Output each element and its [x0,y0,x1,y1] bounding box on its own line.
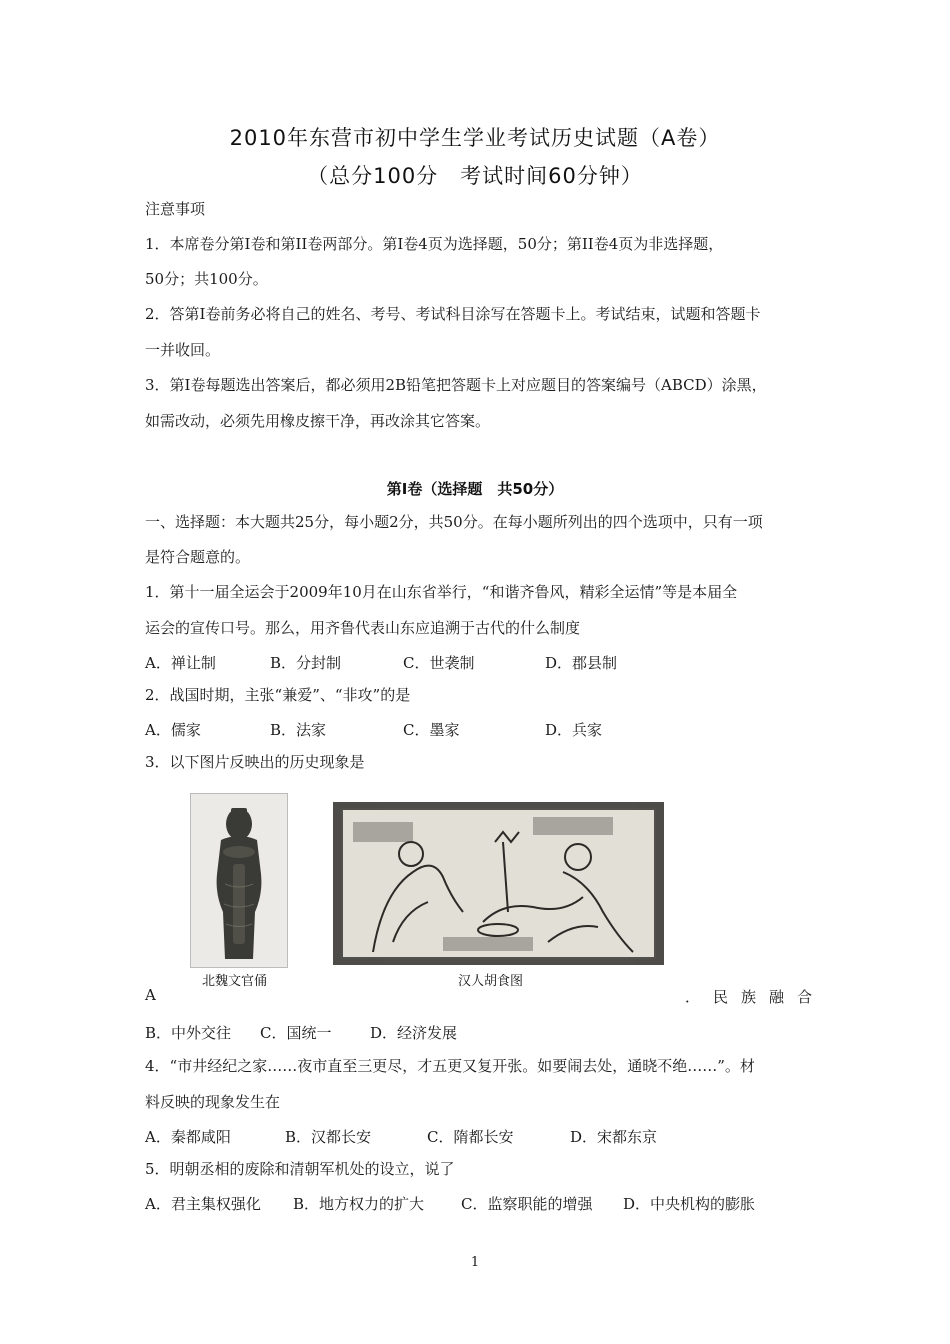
q5-option-b: B．地方权力的扩大 [293,1195,425,1213]
section-instructions: 是符合题意的。 [145,548,251,566]
q4-option-a: A．秦都咸阳 [145,1128,231,1146]
notes-line: 1．本席卷分第Ⅰ卷和第II卷两部分。第Ⅰ卷4页为选择题，50分；第II卷4页为非选择题， [145,235,724,253]
q2-option-d: D．兵家 [545,721,603,739]
notes-line: 2．答第Ⅰ卷前务必将自己的姓名、考号、考试科目涂写在答题卡上。考试结束，试题和答题卡 [145,305,761,323]
page-number: 1 [470,1255,480,1270]
figure-caption-mural: 汉人胡食图 [458,974,524,989]
q5-option-a: A．君主集权强化 [145,1195,261,1213]
q3-option-a-text: ．民族融合 [685,988,826,1006]
q4-option-b: B．汉都长安 [285,1128,372,1146]
q5-option-d: D．中央机构的膨胀 [623,1195,756,1213]
notes-line: 一并收回。 [145,341,221,359]
q3-option-d: D．经济发展 [370,1024,458,1042]
notes-line: 如需改动，必须先用橡皮擦干净，再改涂其它答案。 [145,412,491,430]
q3-option-a-letter: A [145,986,156,1004]
question-3-stem: 3．以下图片反映出的历史现象是 [145,753,365,771]
figure-caption-figurine: 北魏文官俑 [202,974,268,989]
section-title: 第Ⅰ卷（选择题 共50分） [386,480,564,498]
q3-option-b: B．中外交往 [145,1024,232,1042]
q4-option-d: D．宋都东京 [570,1128,658,1146]
question-1-stem: 运会的宣传口号。那么，用齐鲁代表山东应追溯于古代的什么制度 [145,619,581,637]
q1-option-d: D．郡县制 [545,654,618,672]
question-4-stem: 4．“市井经纪之家……夜市直至三更尽，才五更又复开张。如要闹去处，通晓不绝……”。材 [145,1057,755,1075]
q2-option-b: B．法家 [270,721,327,739]
question-1-stem: 1．第十一届全运会于2009年10月在山东省举行，“和谐齐鲁风，精彩全运情”等是本届全 [145,583,738,601]
question-5-stem: 5．明朝丞相的废除和清朝军机处的设立，说了 [145,1160,455,1178]
q2-option-a: A．儒家 [145,721,201,739]
q2-option-c: C．墨家 [403,721,460,739]
figurine-photo [190,793,288,968]
q5-option-c: C．监察职能的增强 [461,1195,593,1213]
q4-option-c: C．隋都长安 [427,1128,514,1146]
section-instructions: 一、选择题：本大题共25分，每小题2分，共50分。在每小题所列出的四个选项中，只有一项 [145,513,763,531]
question-4-stem: 料反映的现象发生在 [145,1093,281,1111]
q1-option-a: A．禅让制 [145,654,216,672]
question-2-stem: 2．战国时期，主张“兼爱”、“非攻”的是 [145,686,411,704]
q3-option-c: C．国统一 [260,1024,332,1042]
notes-heading: 注意事项 [145,200,206,218]
mural-image [333,802,664,965]
q1-option-c: C．世袭制 [403,654,475,672]
notes-line: 3．第Ⅰ卷每题选出答案后，都必须用2B铅笔把答题卡上对应题目的答案编号（ABCD）涂黑， [145,376,767,394]
exam-subtitle: （总分100分 考试时间60分钟） [307,164,643,188]
exam-title: 2010年东营市初中学生学业考试历史试题（A卷） [229,126,721,150]
q1-option-b: B．分封制 [270,654,342,672]
notes-line: 50分；共100分。 [145,270,268,288]
